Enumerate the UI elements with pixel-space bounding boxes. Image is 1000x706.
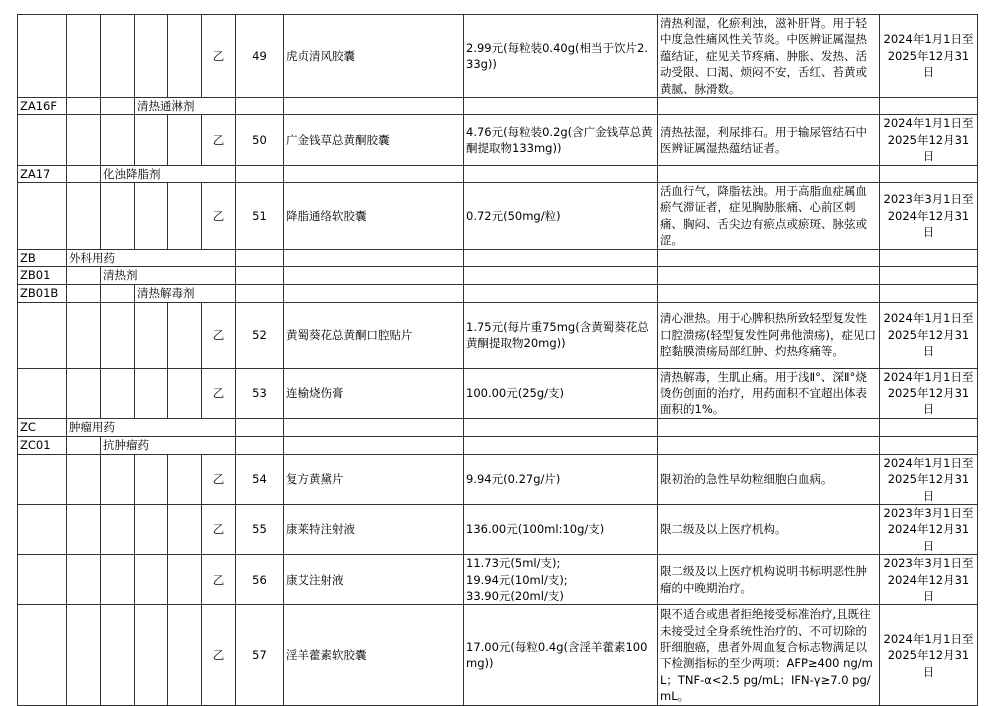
empty-cell — [67, 436, 101, 454]
empty-cell — [18, 605, 67, 706]
category-label: 化浊降脂剂 — [101, 165, 236, 182]
drug-number: 52 — [236, 302, 284, 368]
category-row — [18, 267, 978, 284]
empty-cell — [168, 605, 202, 706]
drug-name: 康莱特注射液 — [284, 504, 464, 554]
empty-cell — [236, 284, 284, 302]
empty-cell — [18, 368, 67, 418]
empty-cell — [67, 454, 101, 504]
empty-cell — [168, 183, 202, 250]
empty-cell — [67, 368, 101, 418]
drug-price: 11.73元(5ml/支); 19.94元(10ml/支); 33.90元(20ml/支) — [464, 555, 658, 605]
empty-cell — [284, 418, 464, 436]
empty-cell — [880, 165, 978, 182]
empty-cell — [880, 284, 978, 302]
insurance-class: 乙 — [202, 15, 236, 98]
drug-name: 连榆烧伤膏 — [284, 368, 464, 418]
empty-cell — [168, 504, 202, 554]
insurance-class: 乙 — [202, 115, 236, 165]
category-label: 清热通淋剂 — [135, 98, 236, 115]
empty-cell — [101, 284, 135, 302]
insurance-class: 乙 — [202, 605, 236, 706]
category-code: ZB — [18, 249, 67, 266]
empty-cell — [658, 165, 880, 182]
category-row — [18, 249, 978, 266]
empty-cell — [284, 436, 464, 454]
drug-number: 55 — [236, 504, 284, 554]
empty-cell — [236, 267, 284, 284]
category-code: ZC — [18, 418, 67, 436]
drug-name: 降脂通络软胶囊 — [284, 183, 464, 250]
empty-cell — [101, 115, 135, 165]
empty-cell — [18, 454, 67, 504]
empty-cell — [658, 267, 880, 284]
validity-period: 2023年3月1日至 2024年12月31日 — [880, 555, 978, 605]
drug-restriction: 清热祛湿，利尿排石。用于输尿管结石中医辨证属湿热蕴结证者。 — [658, 115, 880, 165]
empty-cell — [236, 418, 284, 436]
category-code: ZB01B — [18, 284, 67, 302]
empty-cell — [101, 555, 135, 605]
empty-cell — [18, 302, 67, 368]
empty-cell — [658, 418, 880, 436]
drug-list-table — [17, 14, 978, 706]
empty-cell — [135, 504, 168, 554]
empty-cell — [284, 249, 464, 266]
empty-cell — [168, 368, 202, 418]
drug-restriction: 限初治的急性早幼粒细胞白血病。 — [658, 454, 880, 504]
empty-cell — [18, 115, 67, 165]
empty-cell — [18, 183, 67, 250]
drug-row — [18, 504, 978, 554]
drug-name: 虎贞清风胶囊 — [284, 15, 464, 98]
empty-cell — [464, 267, 658, 284]
empty-cell — [658, 436, 880, 454]
drug-number: 53 — [236, 368, 284, 418]
empty-cell — [101, 183, 135, 250]
empty-cell — [658, 284, 880, 302]
empty-cell — [67, 267, 101, 284]
empty-cell — [658, 249, 880, 266]
category-row — [18, 98, 978, 115]
drug-price: 1.75元(每片重75mg(含黄蜀葵花总黄酮提取物20mg)) — [464, 302, 658, 368]
empty-cell — [135, 605, 168, 706]
empty-cell — [168, 15, 202, 98]
empty-cell — [101, 368, 135, 418]
drug-restriction: 活血行气，降脂祛浊。用于高脂血症属血瘀气滞证者，症见胸胁胀痛、心前区刺痛、胸闷、舌尖边有瘀点或瘀斑、脉弦或涩。 — [658, 183, 880, 250]
drug-name: 康艾注射液 — [284, 555, 464, 605]
empty-cell — [67, 284, 101, 302]
drug-price: 4.76元(每粒装0.2g(含广金钱草总黄酮提取物133mg)) — [464, 115, 658, 165]
empty-cell — [101, 454, 135, 504]
drug-price: 0.72元(50mg/粒) — [464, 183, 658, 250]
validity-period: 2024年1月1日至 2025年12月31日 — [880, 302, 978, 368]
empty-cell — [135, 115, 168, 165]
empty-cell — [135, 183, 168, 250]
drug-restriction: 限二级及以上医疗机构。 — [658, 504, 880, 554]
category-row — [18, 418, 978, 436]
empty-cell — [236, 98, 284, 115]
empty-cell — [464, 284, 658, 302]
drug-row — [18, 302, 978, 368]
drug-row — [18, 605, 978, 706]
category-code: ZA17 — [18, 165, 67, 182]
empty-cell — [168, 555, 202, 605]
drug-row — [18, 555, 978, 605]
empty-cell — [464, 165, 658, 182]
category-code: ZA16F — [18, 98, 67, 115]
drug-price: 100.00元(25g/支) — [464, 368, 658, 418]
validity-period: 2024年1月1日至 2025年12月31日 — [880, 115, 978, 165]
insurance-class: 乙 — [202, 302, 236, 368]
drug-row — [18, 454, 978, 504]
empty-cell — [101, 15, 135, 98]
empty-cell — [464, 418, 658, 436]
insurance-class: 乙 — [202, 454, 236, 504]
empty-cell — [135, 368, 168, 418]
category-row — [18, 436, 978, 454]
empty-cell — [101, 98, 135, 115]
empty-cell — [67, 302, 101, 368]
drug-number: 49 — [236, 15, 284, 98]
empty-cell — [284, 267, 464, 284]
validity-period: 2023年3月1日至 2024年12月31日 — [880, 183, 978, 250]
empty-cell — [135, 555, 168, 605]
empty-cell — [18, 504, 67, 554]
drug-number: 57 — [236, 605, 284, 706]
empty-cell — [67, 504, 101, 554]
category-code: ZC01 — [18, 436, 67, 454]
empty-cell — [101, 504, 135, 554]
validity-period: 2024年1月1日至 2025年12月31日 — [880, 15, 978, 98]
empty-cell — [284, 165, 464, 182]
insurance-class: 乙 — [202, 183, 236, 250]
drug-restriction: 清心泄热。用于心脾积热所致轻型复发性口腔溃疡(轻型复发性阿弗他溃疡)，症见口腔黏膜溃疡局部红肿、灼热疼痛等。 — [658, 302, 880, 368]
empty-cell — [658, 98, 880, 115]
drug-restriction: 清热解毒，生肌止痛。用于浅Ⅱ°、深Ⅱ°烧烫伤创面的治疗，用药面积不宜超出体表面积的1%。 — [658, 368, 880, 418]
drug-name: 淫羊藿素软胶囊 — [284, 605, 464, 706]
empty-cell — [67, 555, 101, 605]
insurance-class: 乙 — [202, 555, 236, 605]
drug-price: 136.00元(100ml:10g/支) — [464, 504, 658, 554]
drug-price: 9.94元(0.27g/片) — [464, 454, 658, 504]
empty-cell — [101, 605, 135, 706]
drug-row — [18, 368, 978, 418]
drug-row — [18, 183, 978, 250]
validity-period: 2024年1月1日至 2025年12月31日 — [880, 454, 978, 504]
drug-restriction: 限二级及以上医疗机构说明书标明恶性肿瘤的中晚期治疗。 — [658, 555, 880, 605]
empty-cell — [880, 418, 978, 436]
empty-cell — [236, 249, 284, 266]
empty-cell — [880, 98, 978, 115]
drug-price: 2.99元(每粒装0.40g(相当于饮片2.33g)) — [464, 15, 658, 98]
drug-price: 17.00元(每粒0.4g(含淫羊藿素100mg)) — [464, 605, 658, 706]
empty-cell — [67, 605, 101, 706]
category-label: 抗肿瘤药 — [101, 436, 236, 454]
empty-cell — [168, 302, 202, 368]
drug-number: 54 — [236, 454, 284, 504]
empty-cell — [18, 15, 67, 98]
drug-restriction: 限不适合或患者拒绝接受标准治疗,且既往未接受过全身系统性治疗的、不可切除的肝细胞癌，患者外周血复合标志物满足以下检测指标的至少两项：AFP≥400 ng/mL；TNF-α<2.5 pg/mL；IFN-γ≥7.0 pg/mL。 — [658, 605, 880, 706]
empty-cell — [880, 436, 978, 454]
empty-cell — [67, 15, 101, 98]
empty-cell — [135, 15, 168, 98]
empty-cell — [67, 115, 101, 165]
category-label: 外科用药 — [67, 249, 236, 266]
drug-number: 50 — [236, 115, 284, 165]
validity-period: 2023年3月1日至 2024年12月31日 — [880, 504, 978, 554]
empty-cell — [67, 98, 101, 115]
category-label: 肿瘤用药 — [67, 418, 236, 436]
empty-cell — [880, 249, 978, 266]
category-label: 清热解毒剂 — [135, 284, 236, 302]
empty-cell — [67, 165, 101, 182]
empty-cell — [18, 555, 67, 605]
category-row — [18, 165, 978, 182]
drug-name: 复方黄黛片 — [284, 454, 464, 504]
empty-cell — [236, 165, 284, 182]
empty-cell — [284, 98, 464, 115]
empty-cell — [284, 284, 464, 302]
category-label: 清热剂 — [101, 267, 236, 284]
empty-cell — [464, 249, 658, 266]
empty-cell — [880, 267, 978, 284]
validity-period: 2024年1月1日至 2025年12月31日 — [880, 605, 978, 706]
empty-cell — [464, 436, 658, 454]
drug-row — [18, 115, 978, 165]
drug-number: 56 — [236, 555, 284, 605]
drug-restriction: 清热利湿，化瘀利浊，滋补肝肾。用于轻中度急性痛风性关节炎。中医辨证属湿热蕴结证，症见关节疼痛、肿胀、发热、活动受限、口渴、烦闷不安，舌红、苔黄或黄腻、脉滑数。 — [658, 15, 880, 98]
empty-cell — [135, 454, 168, 504]
validity-period: 2024年1月1日至 2025年12月31日 — [880, 368, 978, 418]
empty-cell — [168, 115, 202, 165]
empty-cell — [464, 98, 658, 115]
empty-cell — [135, 302, 168, 368]
category-code: ZB01 — [18, 267, 67, 284]
empty-cell — [101, 302, 135, 368]
empty-cell — [67, 183, 101, 250]
empty-cell — [168, 454, 202, 504]
insurance-class: 乙 — [202, 368, 236, 418]
empty-cell — [236, 436, 284, 454]
drug-name: 广金钱草总黄酮胶囊 — [284, 115, 464, 165]
drug-name: 黄蜀葵花总黄酮口腔贴片 — [284, 302, 464, 368]
category-row — [18, 284, 978, 302]
drug-row — [18, 15, 978, 98]
insurance-class: 乙 — [202, 504, 236, 554]
drug-number: 51 — [236, 183, 284, 250]
